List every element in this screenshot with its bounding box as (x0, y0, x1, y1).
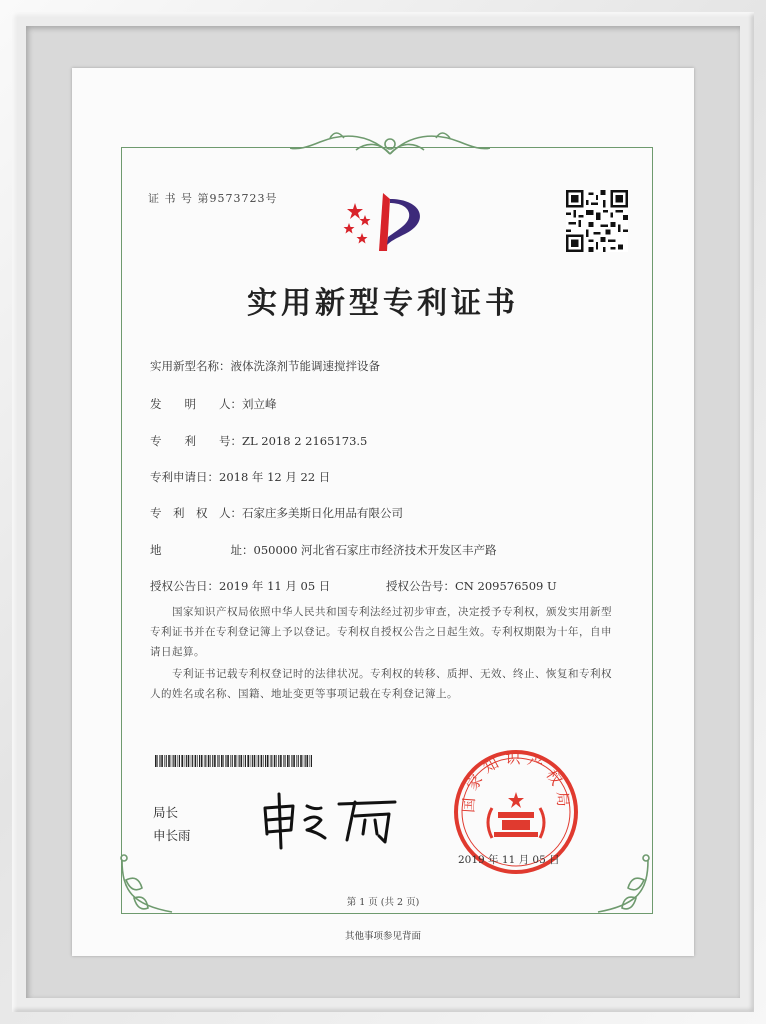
bottom-left-ornament-icon (112, 850, 182, 920)
seal-text: 国家知识产权局 (459, 749, 573, 814)
certificate-title: 实用新型专利证书 (247, 286, 519, 321)
grant-date-value: 2019 年 11 月 05 日 (219, 579, 331, 593)
barcode-bar (287, 755, 289, 767)
barcode-bar (280, 755, 282, 767)
barcode-bar (155, 755, 157, 767)
barcode-bar (285, 755, 286, 767)
barcode-bar (252, 755, 253, 767)
grant-date (150, 578, 330, 594)
barcode-bar (186, 755, 187, 767)
barcode-bar (274, 755, 276, 767)
qr-code (566, 190, 628, 252)
barcode-bar (168, 755, 170, 767)
field-application-date (150, 469, 330, 485)
barcode-bar (219, 755, 220, 767)
barcode-bar (250, 755, 251, 767)
barcode-bar (234, 755, 236, 767)
director-name: 申长雨 (153, 828, 191, 843)
director-title: 局长 (153, 805, 179, 820)
field-value: 2018 年 12 月 22 日 (219, 470, 331, 484)
barcode-bar (291, 755, 292, 767)
barcode-bar (298, 755, 299, 767)
barcode-bar (245, 755, 246, 767)
field-label: 专 利 号： (150, 434, 242, 448)
barcode-bar (283, 755, 284, 767)
barcode-bar (267, 755, 269, 767)
barcode-bar (192, 755, 193, 767)
barcode-bar (239, 755, 240, 767)
field-patentee (150, 505, 403, 521)
barcode-bar (199, 755, 200, 767)
barcode-bar (179, 755, 180, 767)
barcode-bar (244, 755, 245, 767)
barcode-bar (257, 755, 258, 767)
barcode-bar (212, 755, 213, 767)
field-patent-number (150, 433, 367, 449)
barcode-bar (276, 755, 277, 767)
barcode-bar (305, 755, 306, 767)
field-value: 石家庄多美斯日化用品有限公司 (242, 506, 403, 520)
barcode-bar (201, 755, 203, 767)
barcode-bar (289, 755, 290, 767)
barcode (155, 755, 313, 767)
barcode-bar (265, 755, 266, 767)
barcode-bar (161, 755, 163, 767)
barcode-bar (164, 755, 165, 767)
barcode-bar (204, 755, 205, 767)
back-side-note: 其他事项参见背面 (344, 931, 421, 942)
field-value: 刘立峰 (242, 397, 277, 411)
barcode-bar (184, 755, 185, 767)
barcode-bar (247, 755, 249, 767)
field-value: 液体洗涤剂节能调速搅拌设备 (230, 359, 380, 373)
top-ornament-icon (290, 124, 490, 164)
barcode-bar (270, 755, 271, 767)
barcode-bar (225, 755, 226, 767)
barcode-bar (191, 755, 192, 767)
patent-office-logo (335, 185, 435, 255)
field-value: 050000 河北省石家庄市经济技术开发区丰产路 (253, 543, 497, 557)
barcode-bar (181, 755, 183, 767)
page-number: 第 1 页 (共 2 页) (346, 897, 420, 908)
seal-date: 2019 年 11 月 05 日 (458, 854, 560, 866)
barcode-bar (197, 755, 198, 767)
barcode-bar (303, 755, 304, 767)
barcode-bar (293, 755, 295, 767)
grant-number-label: 授权公告号： (386, 579, 455, 593)
field-value: ZL 2018 2 2165173.5 (242, 434, 368, 448)
barcode-bar (223, 755, 224, 767)
barcode-bar (278, 755, 279, 767)
barcode-bar (263, 755, 264, 767)
barcode-bar (300, 755, 302, 767)
barcode-bar (227, 755, 229, 767)
barcode-bar (159, 755, 160, 767)
barcode-bar (208, 755, 210, 767)
barcode-bar (221, 755, 223, 767)
field-label: 实用新型名称： (150, 359, 231, 373)
grant-date-label: 授权公告日： (150, 579, 219, 593)
field-label: 专利申请日： (150, 470, 219, 484)
barcode-bar (175, 755, 177, 767)
barcode-bar (195, 755, 197, 767)
barcode-bar (230, 755, 231, 767)
barcode-bar (166, 755, 167, 767)
barcode-bar (214, 755, 216, 767)
director-signature (255, 790, 405, 850)
field-label: 地 址： (150, 543, 254, 557)
grant-number-value: CN 209576509 U (455, 579, 557, 593)
field-label: 专 利 权 人： (150, 506, 242, 520)
barcode-bar (237, 755, 238, 767)
barcode-bar (254, 755, 256, 767)
barcode-bar (178, 755, 179, 767)
paragraph-grant-statement: 国家知识产权局依照中华人民共和国专利法经过初步审查，决定授予专利权，颁发实用新型专利证书并在专利登记簿上予以登记。专利权自授权公告之日起生效。专利权期限为十年，自申请日起算。 (150, 606, 612, 658)
barcode-bar (311, 755, 312, 767)
barcode-bar (171, 755, 172, 767)
certificate-number: 证 书 号 第9573723号 (148, 192, 278, 205)
barcode-bar (157, 755, 158, 767)
field-address (150, 542, 497, 558)
barcode-bar (261, 755, 263, 767)
barcode-bar (241, 755, 243, 767)
barcode-bar (210, 755, 211, 767)
barcode-bar (307, 755, 309, 767)
barcode-bar (205, 755, 206, 767)
barcode-bar (173, 755, 174, 767)
field-inventor (150, 396, 277, 412)
barcode-bar (188, 755, 190, 767)
barcode-bar (232, 755, 233, 767)
paragraph-legal-status: 专利证书记载专利权登记时的法律状况。专利权的转移、质押、无效、终止、恢复和专利权人的姓名或名称、国籍、地址变更等事项记载在专利登记簿上。 (150, 668, 612, 700)
barcode-bar (310, 755, 311, 767)
field-label: 发 明 人： (150, 397, 242, 411)
bottom-right-ornament-icon (588, 850, 658, 920)
barcode-bar (296, 755, 297, 767)
barcode-bar (217, 755, 218, 767)
grant-number (386, 578, 557, 594)
field-utility-model-name (150, 358, 380, 374)
barcode-bar (258, 755, 259, 767)
barcode-bar (271, 755, 272, 767)
